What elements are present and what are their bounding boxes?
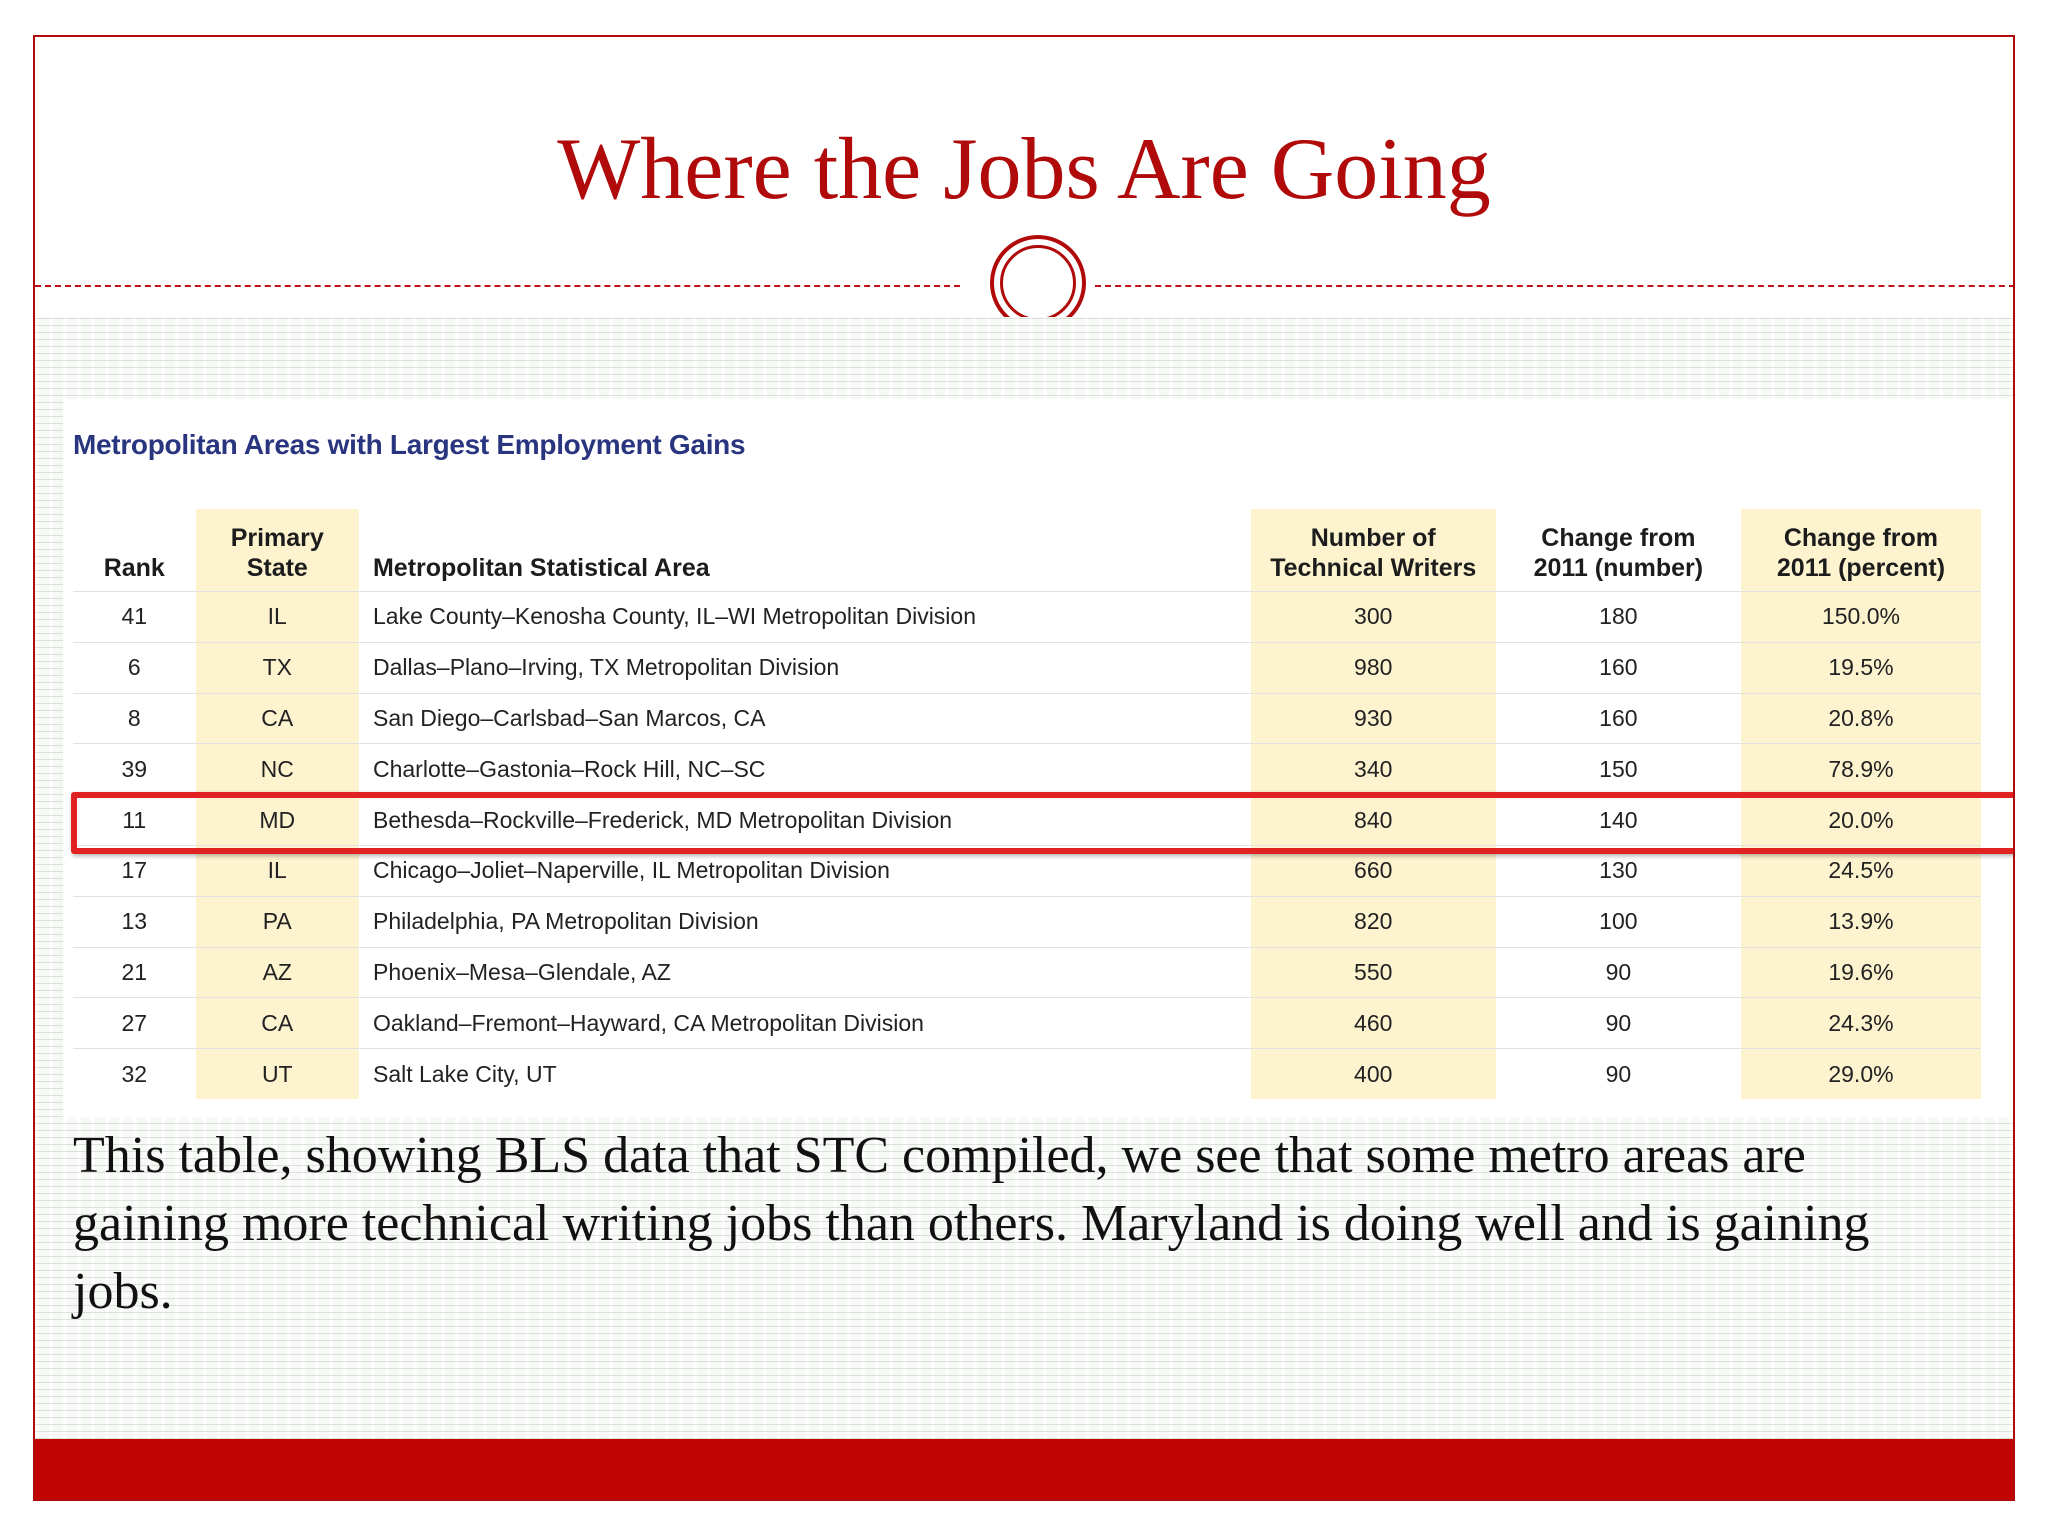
cell-area: Phoenix–Mesa–Glendale, AZ <box>359 947 1251 998</box>
cell-state: UT <box>196 1049 359 1099</box>
column-header-line2: 2011 (number) <box>1533 554 1704 582</box>
table-header-row <box>73 509 1981 592</box>
title-divider-right <box>1095 285 2015 287</box>
cell-state: TX <box>196 642 359 693</box>
cell-change-percent: 20.0% <box>1741 795 1981 846</box>
cell-writers: 980 <box>1251 642 1496 693</box>
footer-bar <box>35 1439 2013 1501</box>
cell-state: IL <box>196 592 359 643</box>
maryland-highlight-box <box>71 792 2015 854</box>
cell-rank: 41 <box>73 592 196 643</box>
cell-rank: 8 <box>73 693 196 744</box>
cell-area: Lake County–Kenosha County, IL–WI Metropolitan Division <box>359 592 1251 643</box>
cell-state: PA <box>196 896 359 947</box>
column-header-line1: Change from <box>1783 524 1939 552</box>
cell-change-percent: 19.6% <box>1741 947 1981 998</box>
column-header-area <box>359 509 1251 592</box>
table-row <box>73 1049 1981 1099</box>
cell-state: MD <box>196 795 359 846</box>
cell-rank: 39 <box>73 744 196 795</box>
cell-writers: 840 <box>1251 795 1496 846</box>
column-header-rank <box>73 509 196 592</box>
cell-change-percent: 19.5% <box>1741 642 1981 693</box>
cell-state: CA <box>196 693 359 744</box>
column-header-change-number <box>1496 509 1741 592</box>
cell-rank: 17 <box>73 845 196 896</box>
cell-area: Salt Lake City, UT <box>359 1049 1251 1099</box>
cell-state: IL <box>196 845 359 896</box>
cell-area: Philadelphia, PA Metropolitan Division <box>359 896 1251 947</box>
cell-change-percent: 24.5% <box>1741 845 1981 896</box>
cell-change-number: 90 <box>1496 947 1741 998</box>
cell-area: Oakland–Fremont–Hayward, CA Metropolitan Division <box>359 998 1251 1049</box>
table-row <box>73 744 1981 795</box>
cell-change-percent: 20.8% <box>1741 693 1981 744</box>
cell-writers: 300 <box>1251 592 1496 643</box>
table-row <box>73 998 1981 1049</box>
cell-change-number: 90 <box>1496 998 1741 1049</box>
table-image <box>63 399 2013 1117</box>
table-row <box>73 642 1981 693</box>
cell-area: Bethesda–Rockville–Frederick, MD Metropolitan Division <box>359 795 1251 846</box>
cell-rank: 27 <box>73 998 196 1049</box>
cell-state: CA <box>196 998 359 1049</box>
cell-change-percent: 29.0% <box>1741 1049 1981 1099</box>
column-header-line2: Rank <box>103 554 165 582</box>
slide-body-text: This table, showing BLS data that STC compiled, we see that some metro areas are gaining more technical writing jobs than others. Maryland is doing well and is gaining jobs. <box>73 1127 1870 1320</box>
cell-change-number: 130 <box>1496 845 1741 896</box>
cell-rank: 13 <box>73 896 196 947</box>
cell-change-number: 180 <box>1496 592 1741 643</box>
column-header-line1: Change from <box>1541 524 1696 552</box>
cell-rank: 6 <box>73 642 196 693</box>
cell-state: NC <box>196 744 359 795</box>
table-row <box>73 947 1981 998</box>
slide-title: Where the Jobs Are Going <box>557 121 1491 218</box>
cell-change-number: 90 <box>1496 1049 1741 1099</box>
table-row <box>73 693 1981 744</box>
cell-change-percent: 78.9% <box>1741 744 1981 795</box>
cell-change-percent: 150.0% <box>1741 592 1981 643</box>
cell-writers: 340 <box>1251 744 1496 795</box>
column-header-line2: Metropolitan Statistical Area <box>372 554 710 582</box>
cell-area: Dallas–Plano–Irving, TX Metropolitan Division <box>359 642 1251 693</box>
column-header-writers <box>1251 509 1496 592</box>
cell-rank: 11 <box>73 795 196 846</box>
cell-area: San Diego–Carlsbad–San Marcos, CA <box>359 693 1251 744</box>
table-heading: Metropolitan Areas with Largest Employment Gains <box>73 429 746 460</box>
cell-change-number: 140 <box>1496 795 1741 846</box>
cell-writers: 930 <box>1251 693 1496 744</box>
column-header-state <box>196 509 359 592</box>
table-row <box>73 592 1981 643</box>
cell-change-percent: 13.9% <box>1741 896 1981 947</box>
cell-rank: 32 <box>73 1049 196 1099</box>
column-header-line2: State <box>246 554 308 582</box>
column-header-line1: Number of <box>1310 524 1436 552</box>
cell-change-number: 160 <box>1496 693 1741 744</box>
column-header-line2: 2011 (percent) <box>1776 554 1946 582</box>
cell-writers: 550 <box>1251 947 1496 998</box>
cell-writers: 460 <box>1251 998 1496 1049</box>
cell-rank: 21 <box>73 947 196 998</box>
cell-change-number: 150 <box>1496 744 1741 795</box>
column-header-change-percent <box>1741 509 1981 592</box>
cell-change-number: 160 <box>1496 642 1741 693</box>
column-header-line2: Technical Writers <box>1270 554 1477 582</box>
column-header-line1: Primary <box>230 524 324 552</box>
table-row <box>73 896 1981 947</box>
cell-change-number: 100 <box>1496 896 1741 947</box>
cell-area: Charlotte–Gastonia–Rock Hill, NC–SC <box>359 744 1251 795</box>
cell-writers: 820 <box>1251 896 1496 947</box>
slide <box>33 35 2015 1501</box>
cell-area: Chicago–Joliet–Naperville, IL Metropolitan Division <box>359 845 1251 896</box>
cell-writers: 660 <box>1251 845 1496 896</box>
cell-state: AZ <box>196 947 359 998</box>
cell-change-percent: 24.3% <box>1741 998 1981 1049</box>
title-divider-left <box>35 285 960 287</box>
cell-writers: 400 <box>1251 1049 1496 1099</box>
